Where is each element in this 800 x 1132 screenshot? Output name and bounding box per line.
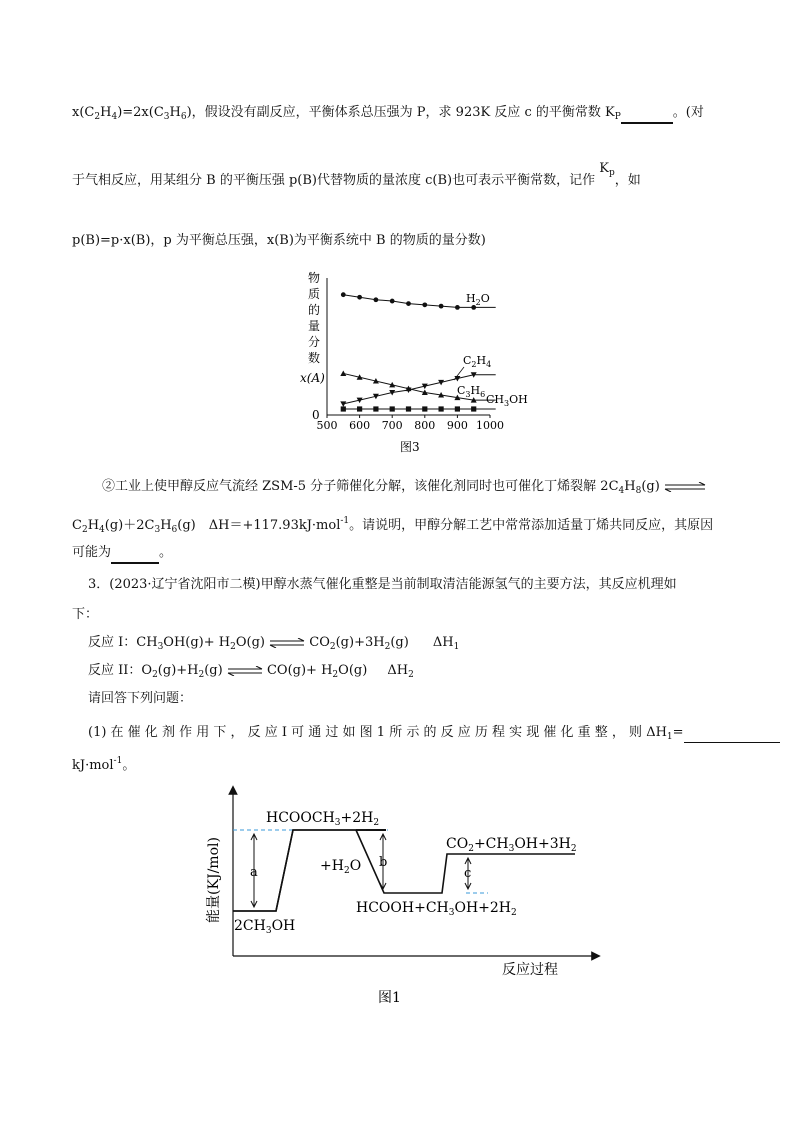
answer-blank-dh1[interactable] [684, 724, 780, 743]
q3-prompt: 请回答下列问题： [88, 691, 193, 706]
data-point-ch3oh [357, 406, 362, 411]
para1-line1: $x(C_2H_4)=2x(C_3H_6)$，假设没有副反应，平衡体系总压强为 P，求 923K 反应 c 的平衡常数 $K_P$ 。(对 [72, 105, 704, 122]
label-water: $+H_2O$ [320, 858, 362, 876]
para2-line2: $C_2H_4(g)+2C_3H_6(g)$ ΔH＝+117.93kJ·mol$^{-1}$。请说明，甲醇分解工艺中常常添加适量丁烯共同反应，其原因 [72, 516, 714, 535]
data-point-h2o [439, 304, 444, 309]
figure1-energy-diagram [196, 782, 616, 1022]
data-point-c3h6 [340, 401, 346, 407]
data-point-h2o [390, 299, 395, 304]
q3-part1-line2: kJ·mol$^{-1}$。 [72, 756, 136, 773]
x-tick-label: 800 [414, 419, 436, 432]
data-point-h2o [357, 295, 362, 300]
data-point-ch3oh [455, 406, 460, 411]
equilibrium-arrow-icon [269, 638, 305, 648]
data-point-ch3oh [439, 406, 444, 411]
data-point-ch3oh [471, 406, 476, 411]
figure3-caption: 图3 [400, 440, 420, 454]
data-point-h2o [422, 302, 427, 307]
data-point-ch3oh [390, 406, 395, 411]
data-point-h2o [455, 305, 460, 310]
figure1-ylabel: 能量(KJ/mol) [206, 837, 222, 923]
para2-line1: ②工业上使甲醇反应气流经 ZSM-5 分子筛催化分解，该催化剂同时也可催化丁烯裂解 $2C_4H_8(g)$ [102, 478, 706, 500]
x-tick-label: 700 [381, 419, 403, 432]
x-ticks [317, 415, 505, 432]
q3-intro-line2: 下： [72, 607, 99, 622]
para1-line2: 于气相反应，用某组分 B 的平衡压强 p(B)代替物质的量浓度 c(B)也可表示平衡常数，记作 $K_p$，如 [72, 161, 641, 188]
label-mid: $HCOOH+CH_3OH+2H_2$ [356, 900, 517, 918]
x-tick-label: 1000 [476, 419, 504, 432]
zero-label: 0 [312, 408, 320, 422]
ylabel-char: 物 [308, 271, 321, 285]
ylabel-char: 数 [308, 351, 321, 365]
data-point-h2o [341, 292, 346, 297]
reaction-2: 反应 II：$O_2(g)+H_2(g)$ $CO(g)+ H_2O(g)$ $\Delta H_2$ [88, 663, 414, 680]
data-point-ch3oh [373, 406, 378, 411]
label-c3h6: $C_3H_6$ [457, 384, 486, 399]
figure3-ylabel [300, 270, 325, 385]
ylabel-char: 量 [308, 319, 321, 333]
label-final: $CO_2+CH_3OH+3H_2$ [446, 836, 577, 854]
label-a: a [250, 865, 258, 880]
x-tick-label: 600 [349, 419, 371, 432]
data-point-h2o [374, 297, 379, 302]
q3-part1-line1: (1) 在 催 化 剂 作 用 下 ， 反 应 I 可 通 过 如 图 1 所 示 的 反 应 历 程 实 现 催 化 重 整 ， 则 $\Delta H_1=$ [88, 724, 780, 746]
data-point-ch3oh [341, 406, 346, 411]
label-h2o: $H_2O$ [466, 292, 490, 307]
label-peak: $HCOOCH_3+2H_2$ [266, 810, 380, 828]
q3-intro-line1: 3．(2023·辽宁省沈阳市二模)甲醇水蒸气催化重整是当前制取清洁能源氢气的主要方法，其反应机理如 [88, 577, 677, 592]
label-c2h4: $C_2H_4$ [463, 354, 492, 369]
para2-line3: 可能为 。 [72, 544, 172, 564]
label-ch3oh: $CH_3OH$ [486, 393, 528, 408]
data-point-h2o [406, 301, 411, 306]
data-point-c2h4 [340, 370, 346, 376]
x-tick-label: 500 [316, 419, 338, 432]
data-point-ch3oh [406, 406, 411, 411]
para1-line3: p(B)=p·x(B)，p 为平衡总压强，x(B)为平衡系统中 B 的物质的量分数) [72, 233, 486, 248]
ylabel-symbol: x(A) [300, 371, 325, 385]
reaction-1: 反应 I：$CH_3OH(g)+ H_2O(g)$ $CO_2(g)+3H_2(g)$ $\Delta H_1$ [88, 635, 460, 652]
ylabel-char: 分 [308, 335, 321, 349]
equilibrium-arrow-icon [227, 666, 263, 676]
figure1-caption: 图1 [378, 990, 401, 1006]
ylabel-char: 质 [308, 287, 321, 301]
figure1-xlabel: 反应过程 [502, 962, 558, 978]
answer-blank-kp[interactable] [621, 104, 673, 124]
answer-blank-reason[interactable] [111, 544, 159, 564]
ylabel-char: 的 [308, 303, 321, 317]
label-b: b [379, 855, 388, 870]
data-point-ch3oh [422, 406, 427, 411]
label-c: c [464, 866, 472, 881]
figure3-chart [300, 268, 540, 458]
label-start: $2CH_3OH$ [234, 918, 296, 936]
equilibrium-arrow-icon [664, 482, 706, 492]
x-tick-label: 900 [446, 419, 468, 432]
